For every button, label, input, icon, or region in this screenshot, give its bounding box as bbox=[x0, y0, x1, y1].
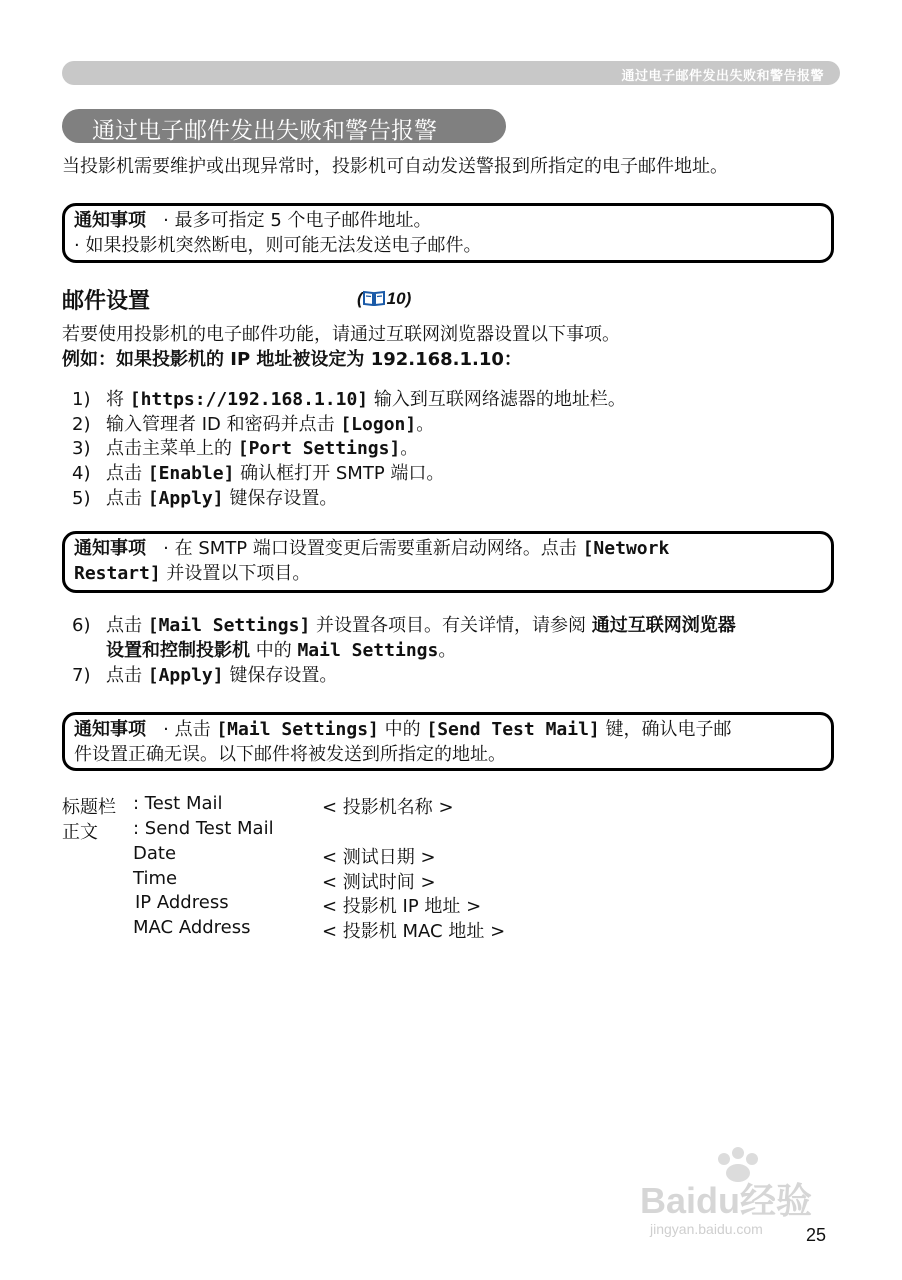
step-text: 输入到互联网络滤器的地址栏。 bbox=[368, 389, 626, 410]
step-key: [Apply] bbox=[147, 488, 224, 509]
watermark-url: jingyan.baidu.com bbox=[650, 1221, 763, 1237]
step-key: [Enable] bbox=[147, 463, 235, 484]
notice-key: [Mail Settings] bbox=[216, 719, 379, 740]
notice-line: 中的 bbox=[378, 719, 427, 740]
notice-label: 通知事项 bbox=[74, 719, 146, 740]
step-number: 5) bbox=[72, 488, 91, 509]
mail-subject-extra: < 投影机名称 > bbox=[322, 797, 454, 818]
step-bold-link: 通过互联网浏览器 bbox=[591, 615, 736, 636]
step-item bbox=[72, 484, 337, 510]
step-item bbox=[72, 434, 418, 460]
mail-body-value: : Send Test Mail bbox=[133, 818, 274, 839]
step-number: 7) bbox=[72, 665, 91, 686]
step-key: [https://192.168.1.10] bbox=[129, 389, 369, 410]
mail-row-key: Date bbox=[133, 843, 177, 864]
notice-box-3 bbox=[62, 712, 834, 771]
step-text: 。 bbox=[438, 640, 457, 661]
ref-paren-open: ( bbox=[357, 289, 363, 308]
step-item bbox=[72, 611, 736, 637]
notice-label: 通知事项 bbox=[74, 210, 146, 231]
mail-body-label: 正文 bbox=[62, 822, 98, 843]
notice-line: 并设置以下项目。 bbox=[160, 563, 311, 584]
step-key: [Apply] bbox=[147, 665, 224, 686]
notice-key: Restart] bbox=[74, 563, 161, 584]
step-key: [Port Settings] bbox=[237, 438, 401, 459]
step-text: 点击主菜单上的 bbox=[106, 438, 238, 459]
step-key: [Logon] bbox=[340, 414, 417, 435]
step-text: 点击 bbox=[106, 488, 148, 509]
step-text: 键保存设置。 bbox=[223, 488, 338, 509]
mail-row-value: < 测试日期 > bbox=[322, 847, 436, 868]
example-line: 例如：如果投影机的 IP 地址被设定为 192.168.1.10： bbox=[62, 349, 522, 370]
notice-key: [Network bbox=[582, 538, 670, 559]
page-reference[interactable] bbox=[357, 289, 411, 309]
step-number: 4) bbox=[72, 463, 91, 484]
step-number: 2) bbox=[72, 414, 91, 435]
mail-subject-label: 标题栏 bbox=[62, 797, 116, 818]
step-text: 点击 bbox=[106, 463, 148, 484]
notice-line: · 在 SMTP 端口设置变更后需要重新启动网络。点击 bbox=[163, 538, 583, 559]
notice-line: · 最多可指定 5 个电子邮件地址。 bbox=[163, 210, 432, 231]
running-header-bar bbox=[62, 61, 840, 85]
mail-row-key: IP Address bbox=[135, 892, 229, 913]
step-number: 3) bbox=[72, 438, 91, 459]
step-key: [Mail Settings] bbox=[147, 615, 311, 636]
watermark-brand: Baidu经验 bbox=[640, 1180, 813, 1221]
step-text: 确认框打开 SMTP 端口。 bbox=[234, 463, 445, 484]
step-item bbox=[72, 459, 444, 485]
mail-row-value: < 测试时间 > bbox=[322, 872, 436, 893]
notice-label: 通知事项 bbox=[74, 538, 146, 559]
notice-line: 件设置正确无误。以下邮件将被发送到所指定的地址。 bbox=[74, 744, 506, 765]
mail-settings-description: 若要使用投影机的电子邮件功能，请通过互联网浏览器设置以下事项。 bbox=[62, 324, 620, 345]
step-text: 键保存设置。 bbox=[223, 665, 338, 686]
step-text: 并设置各项目。有关详情，请参阅 bbox=[310, 615, 592, 636]
step-bold-link: 设置和控制投影机 bbox=[106, 640, 250, 661]
step-item-continued bbox=[106, 636, 456, 662]
running-header-title: 通过电子邮件发出失败和警告报警 bbox=[621, 69, 824, 84]
notice-line: 键，确认电子邮 bbox=[599, 719, 732, 740]
step-key: Mail Settings bbox=[297, 640, 439, 661]
ref-page-number: 10 bbox=[386, 289, 406, 308]
notice-line: · 如果投影机突然断电，则可能无法发送电子邮件。 bbox=[74, 235, 482, 256]
section-title-bar bbox=[62, 109, 506, 143]
ref-paren-close: ) bbox=[405, 289, 412, 308]
mail-subject-value: : Test Mail bbox=[133, 793, 223, 814]
intro-text: 当投影机需要维护或出现异常时，投影机可自动发送警报到所指定的电子邮件地址。 bbox=[62, 156, 728, 177]
step-number: 1) bbox=[72, 389, 91, 410]
step-text: 点击 bbox=[106, 665, 148, 686]
mail-row-value: < 投影机 IP 地址 > bbox=[322, 896, 482, 917]
notice-box-1 bbox=[62, 203, 834, 263]
mail-row-value: < 投影机 MAC 地址 > bbox=[322, 921, 506, 942]
step-item bbox=[72, 661, 337, 687]
step-text: 。 bbox=[400, 438, 419, 459]
notice-key: [Send Test Mail] bbox=[426, 719, 600, 740]
step-item bbox=[72, 385, 626, 411]
notice-line: · 点击 bbox=[163, 719, 217, 740]
mail-row-key: Time bbox=[133, 868, 178, 889]
notice-box-2 bbox=[62, 531, 834, 593]
step-text: 点击 bbox=[106, 615, 148, 636]
step-text: 将 bbox=[106, 389, 130, 410]
step-text: 输入管理者 ID 和密码并点击 bbox=[106, 414, 341, 435]
section-title: 通过电子邮件发出失败和警告报警 bbox=[92, 118, 437, 144]
step-text: 。 bbox=[416, 414, 435, 435]
book-icon bbox=[363, 290, 385, 306]
step-text: 中的 bbox=[250, 640, 298, 661]
step-item bbox=[72, 410, 434, 436]
mail-row-key: MAC Address bbox=[133, 917, 251, 938]
mail-settings-heading: 邮件设置 bbox=[62, 289, 151, 314]
step-number: 6) bbox=[72, 615, 91, 636]
page-number: 25 bbox=[806, 1225, 827, 1245]
